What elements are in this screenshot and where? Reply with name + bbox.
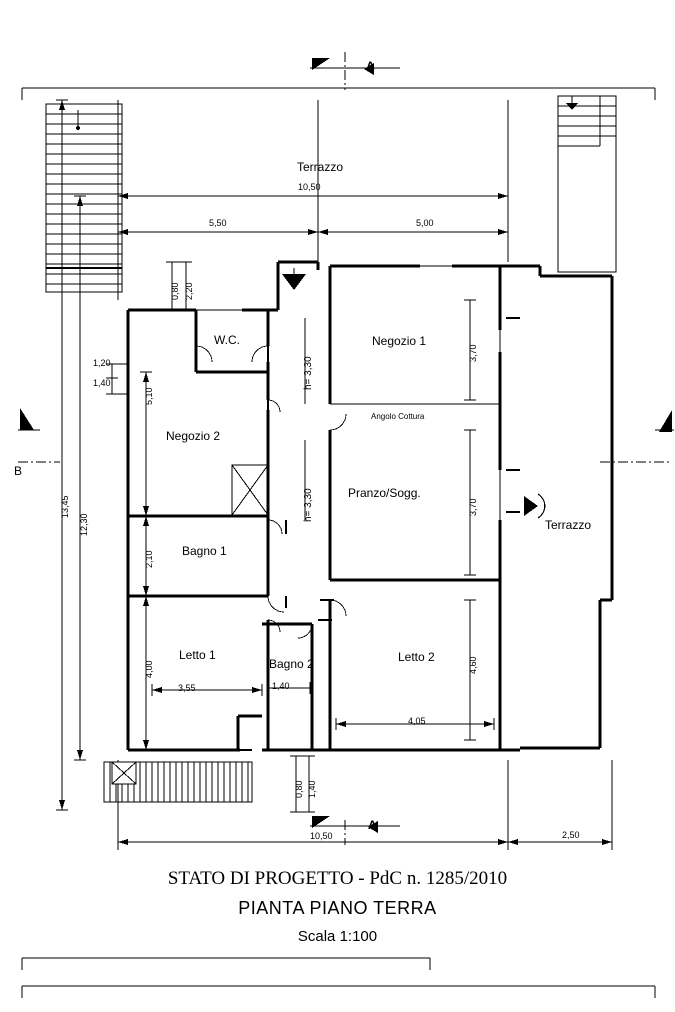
room-label-bagno-2: Bagno 2 — [269, 657, 314, 671]
room-label-wc: W.C. — [214, 333, 240, 347]
room-label-pranzo-soggiorno: Pranzo/Sogg. — [348, 486, 421, 500]
dimension-0-80-top: 0,80 — [170, 282, 180, 300]
dimension-12-30: 12,30 — [79, 513, 89, 536]
dimension-2-20: 2,20 — [184, 282, 194, 300]
dimension-1-40-bottom: 1,40 — [307, 780, 317, 798]
dimension-1-40-bagno2: 1,40 — [272, 681, 290, 691]
dimension-10-50-bottom: 10,50 — [310, 831, 333, 841]
dimension-2-10: 2,10 — [144, 550, 154, 568]
height-label-3-30-lower: h= 3,30 — [303, 488, 314, 522]
dimension-4-05: 4,05 — [408, 716, 426, 726]
room-label-terrazzo-right: Terrazzo — [545, 518, 592, 532]
room-label-negozio-2: Negozio 2 — [166, 429, 221, 443]
dimension-5-50: 5,50 — [209, 218, 227, 228]
dimension-3-70-upper: 3,70 — [468, 344, 478, 362]
dimension-4-00: 4,00 — [144, 660, 154, 678]
dimension-13-45: 13,45 — [60, 495, 70, 518]
drawing-title-scale: Scala 1:100 — [297, 928, 378, 945]
height-label-3-30-upper: h= 3,30 — [303, 356, 314, 390]
room-label-terrazzo-top: Terrazzo — [297, 160, 344, 174]
room-label-angolo-cottura: Angolo Cottura — [371, 412, 425, 421]
dimension-3-55: 3,55 — [178, 683, 196, 693]
dimension-5-00: 5,00 — [416, 218, 434, 228]
dimension-10-50-top: 10,50 — [298, 182, 321, 192]
room-label-bagno-1: Bagno 1 — [182, 544, 227, 558]
dimension-5-10: 5,10 — [144, 387, 154, 405]
dimension-1-40-left: 1,40 — [93, 378, 111, 388]
dimension-2-50: 2,50 — [562, 830, 580, 840]
room-label-letto-1: Letto 1 — [179, 648, 216, 662]
dimension-0-80-bottom: 0,80 — [294, 780, 304, 798]
dimension-1-20: 1,20 — [93, 358, 111, 368]
dimension-3-70-lower: 3,70 — [468, 498, 478, 516]
section-mark-b: B — [14, 464, 23, 478]
room-label-negozio-1: Negozio 1 — [372, 334, 427, 348]
section-mark-a-bottom: A — [368, 818, 377, 832]
drawing-title-plan: PIANTA PIANO TERRA — [238, 898, 437, 918]
drawing-title-project-state: STATO DI PROGETTO - PdC n. 1285/2010 — [167, 868, 508, 889]
section-mark-a-top: A — [366, 59, 375, 73]
dimension-4-60: 4,60 — [468, 656, 478, 674]
room-label-letto-2: Letto 2 — [398, 650, 435, 664]
